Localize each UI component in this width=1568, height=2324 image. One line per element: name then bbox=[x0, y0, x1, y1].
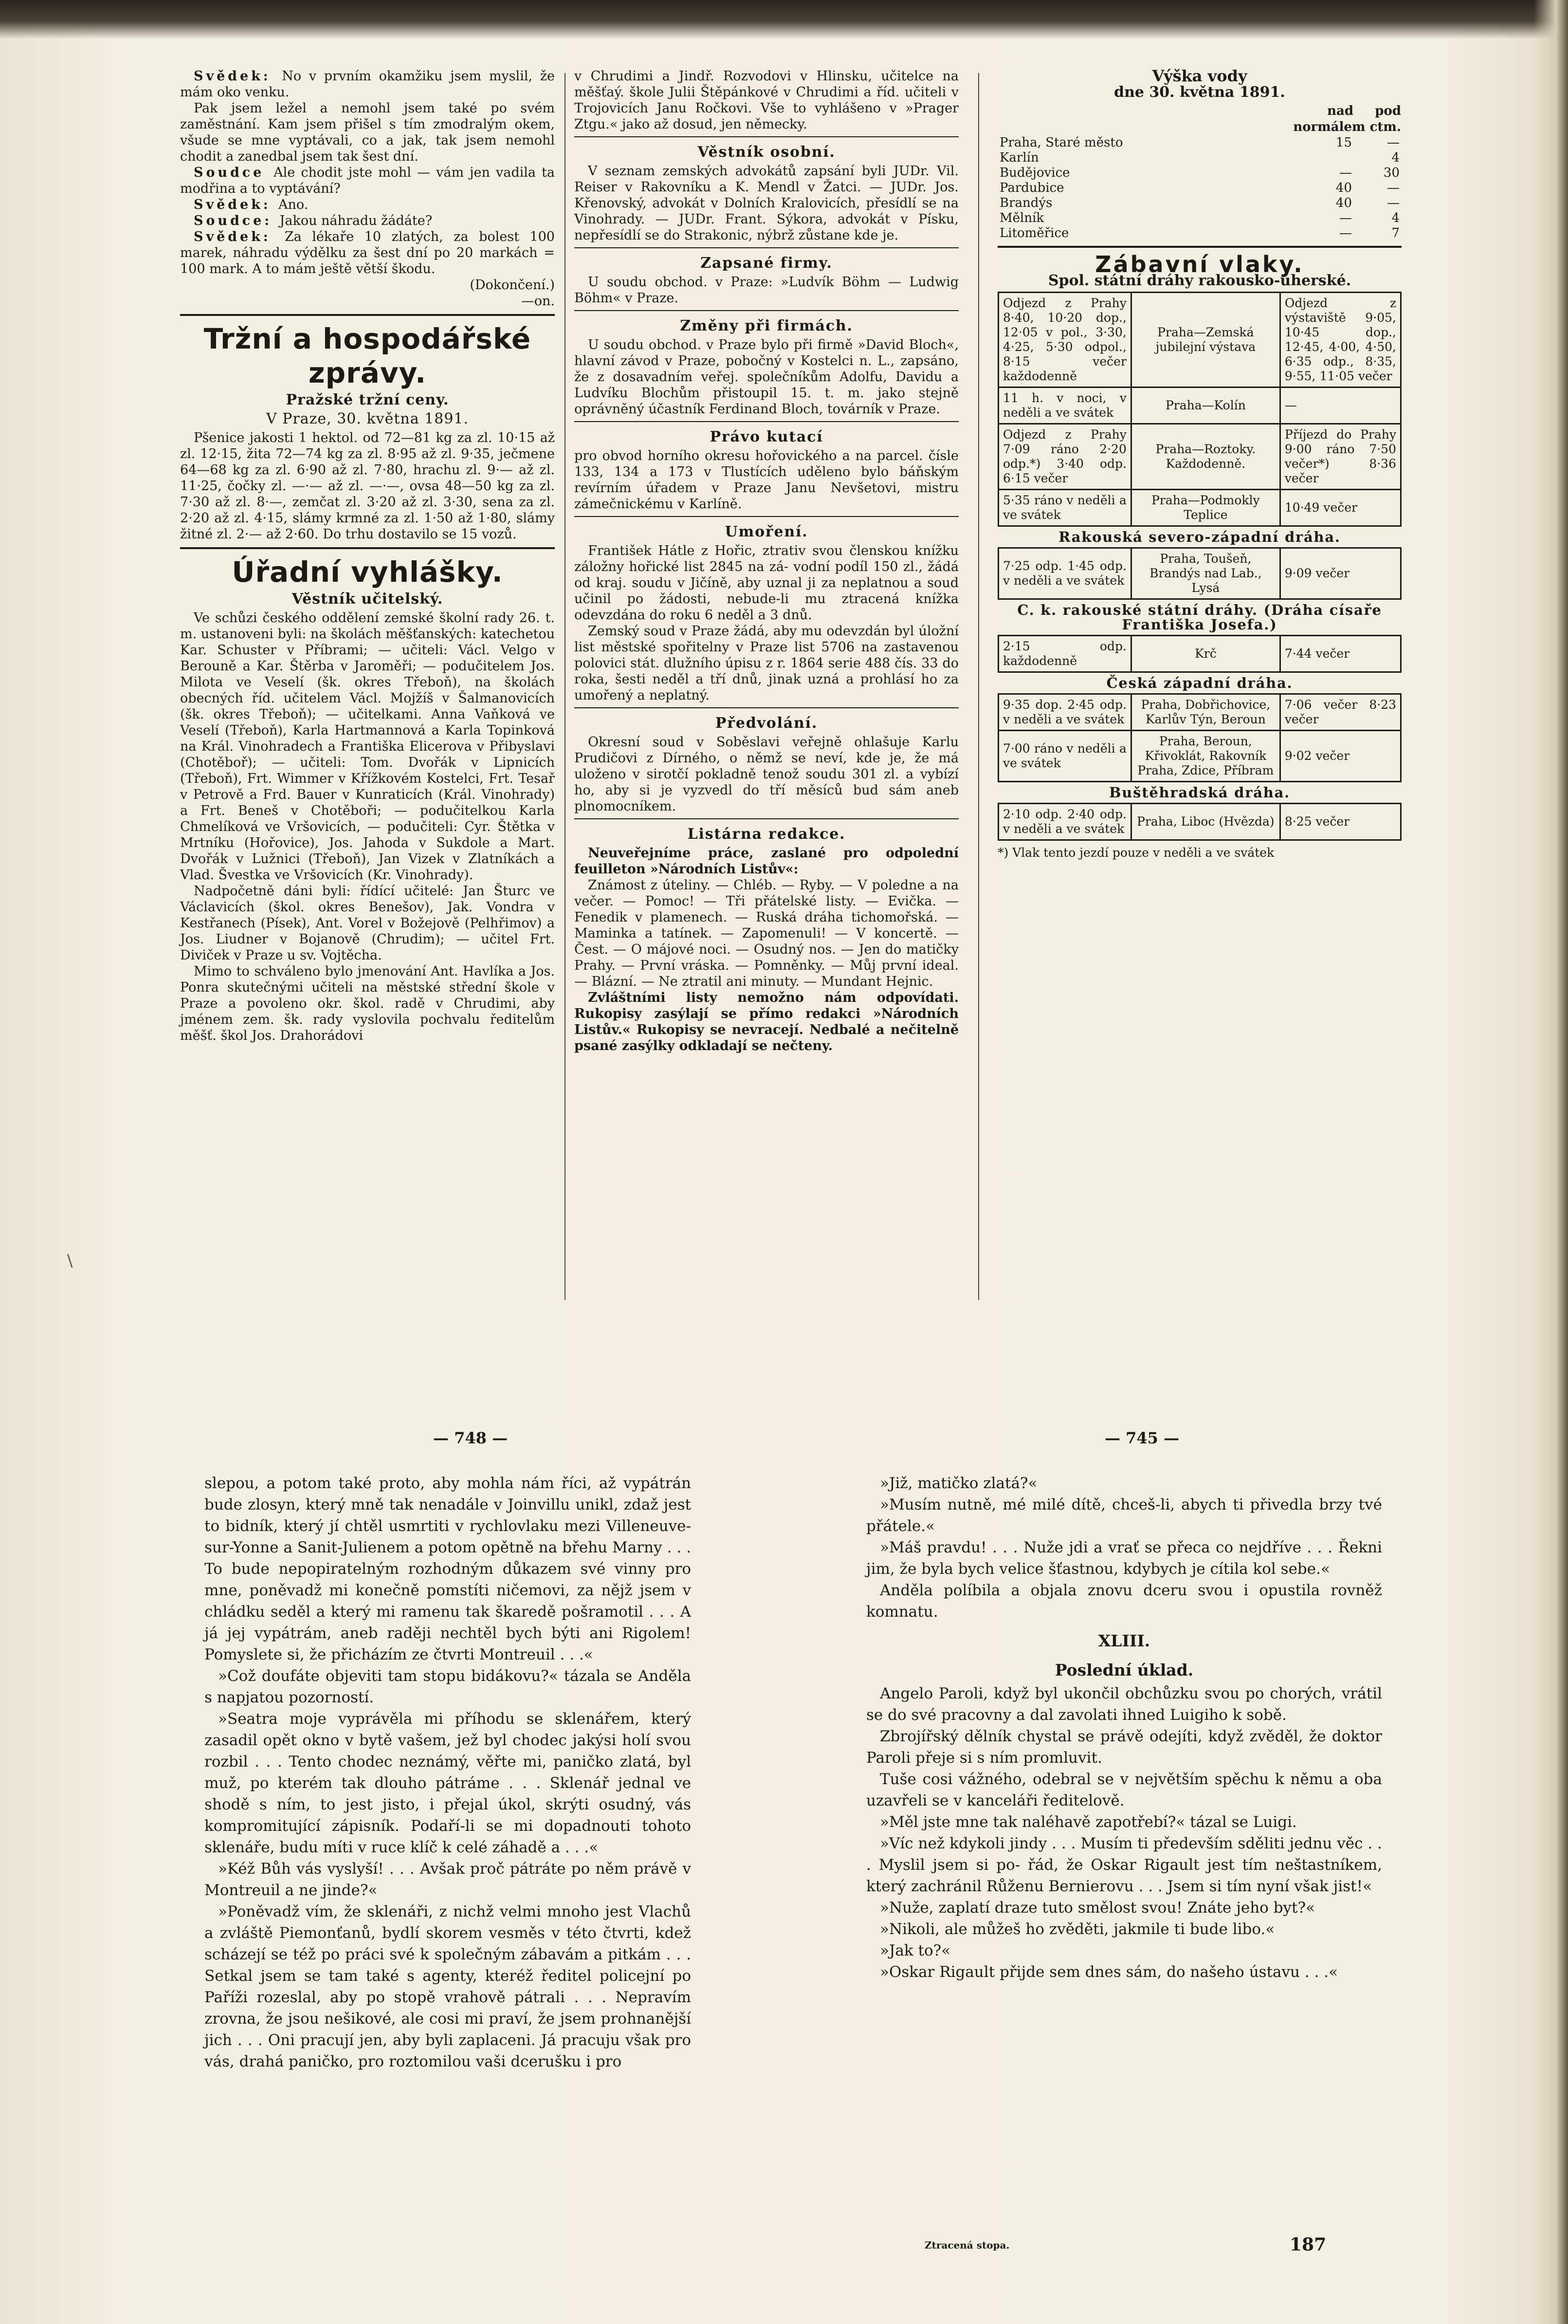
speaker-name: Svědek: bbox=[194, 69, 282, 84]
train-route: Krč bbox=[1131, 636, 1280, 672]
water-above: — bbox=[1339, 211, 1352, 225]
dialogue-line: Soudce: Jakou náhradu žádáte? bbox=[194, 213, 433, 228]
novel-left-page bbox=[204, 1473, 691, 2072]
railway-name: Spol. státní dráhy rakousko-uherské. bbox=[1048, 272, 1351, 289]
railway-heading: Buštěhradská dráha. bbox=[999, 782, 1401, 804]
registered-firms-text: U soudu obchod. v Praze: »Ludvík Böhm — Ludwig Böhm« v Praze. bbox=[574, 275, 959, 306]
water-place: Brandýs bbox=[1000, 196, 1053, 210]
divider bbox=[574, 421, 959, 422]
water-col-above: nad bbox=[1327, 104, 1353, 118]
train-arrival: 7·06 večer 8·23 večer bbox=[1280, 694, 1401, 731]
water-row bbox=[998, 166, 1402, 181]
mining-rights-heading: Právo kutací bbox=[710, 428, 823, 445]
novel-paragraph: »Víc než kdykoli jindy . . . Musím ti především sděliti jednu věc . . . Myslil jsem si po- řád, že Oskar Rigault jest tím neštastníkem, který zachránil Růženu Bernierovu . . . Jsem si tím nyní však jist!« bbox=[866, 1835, 1382, 1895]
water-row bbox=[998, 181, 1402, 196]
train-arrival: 9·02 večer bbox=[1280, 731, 1401, 782]
novel-right-text-1 bbox=[866, 1473, 1382, 1623]
water-place: Budějovice bbox=[1000, 166, 1070, 180]
train-arrival: Odjezd z výstaviště 9·05, 10·45 dop., 12·45, 4·00, 4·50, 6·35 odp., 8·35, 9·55, 11·05 večer bbox=[1280, 293, 1401, 387]
novel-right-text-2 bbox=[866, 1683, 1382, 1983]
railway-heading: C. k. rakouské státní dráhy. (Dráha císaře Františka Josefa.) bbox=[999, 599, 1401, 636]
train-row bbox=[999, 636, 1401, 672]
divider bbox=[180, 547, 555, 549]
water-above: 40 bbox=[1335, 181, 1352, 195]
water-above: — bbox=[1339, 166, 1352, 180]
divider bbox=[574, 516, 959, 517]
train-route: Praha, Beroun, Křivoklát, Rakovník Praha, Zdice, Příbram bbox=[1131, 731, 1280, 782]
water-above: — bbox=[1339, 226, 1352, 240]
speaker-name: Soudce: bbox=[194, 213, 280, 228]
editorial-mailbox-heading: Listárna redakce. bbox=[687, 826, 846, 843]
novel-paragraph: »Musím nutně, mé milé dítě, chceš-li, abych ti přivedla brzy tvé přátele.« bbox=[866, 1496, 1382, 1535]
novel-paragraph: »Měl jste mne tak naléhavě zapotřebí?« tázal se Luigi. bbox=[880, 1813, 1297, 1831]
divider bbox=[180, 314, 555, 316]
divider bbox=[574, 818, 959, 819]
water-place: Karlín bbox=[1000, 150, 1039, 165]
water-level-title: Výška vody bbox=[1152, 67, 1247, 85]
divider bbox=[998, 246, 1402, 248]
water-below: — bbox=[1387, 135, 1400, 150]
train-route: Praha—Roztoky. Každodenně. bbox=[1131, 424, 1280, 490]
train-departure: 2·10 odp. 2·40 odp. v neděli a ve svátek bbox=[999, 804, 1131, 840]
train-departure: 7·25 odp. 1·45 odp. v neděli a ve svátek bbox=[999, 548, 1131, 599]
novel-paragraph: »Což doufáte objeviti tam stopu bidákovu?« tázala se Anděla s napjatou pozorností. bbox=[204, 1667, 691, 1706]
novel-paragraph: »Oskar Rigault přijde sem dnes sám, do našeho ústavu . . .« bbox=[880, 1963, 1338, 1981]
scan-right-edge bbox=[1534, 0, 1568, 2324]
speaker-name: Soudce bbox=[194, 165, 274, 180]
editorial-mailbox-list: Známost z úteliny. — Chléb. — Ryby. — V poledne a na večer. — Pomoc! — Tři přátelské listy. — Evička. — Fenedik v plamenech. — Ruská dráha tichomořská. — Maminka a tatínek. — Zapomenuli! — V koncertě. — Čest. — O májové noci. — Osudný nos. — Jen do matičky Prahy. — První vráska. — Pomněnky. — Můj první ideal. — Blázní. — Ne ztratil ani minuty. — Mundant Hejnic. bbox=[574, 878, 959, 989]
excursion-trains-heading: Zábavní vlaky. bbox=[1095, 251, 1304, 277]
train-route: Praha—Kolín bbox=[1131, 387, 1280, 424]
speaker-name: Svědek: bbox=[194, 197, 279, 212]
train-departure: 5·35 ráno v neděli a ve svátek bbox=[999, 490, 1131, 526]
divider bbox=[574, 310, 959, 311]
dialogue-line: Pak jsem ležel a nemohl jsem také po svém zaměstnání. Kam jsem přišel s tím zmodralým okem, všude se mne vyptávali, co a jak, tak jsem nemohl chodit a zanedbal jsem tak šest dní. bbox=[180, 101, 555, 164]
divider bbox=[574, 707, 959, 708]
water-place: Litoměřice bbox=[1000, 226, 1069, 240]
summons-text: Okresní soud v Soběslavi veřejně ohlašuje Karlu Prudičovi z Dírného, o němž se neví, kde je, že má uloženo v sirotčí pokladně tenož soudu 301 zl. a vybízí ho, aby si je vyzvedl do tří měsíců bud sám aneb plnomocníkem. bbox=[574, 735, 959, 814]
teachers-bulletin-text-3: Mimo to schváleno bylo jmenování Ant. Havlíka a Jos. Ponra skutečnými učiteli na městské střední škole v Praze a povoleno okr. škol. radě v Chrudimi, aby jménem zem. šk. rady vyslovila pochvalu ředitelům měšť. škol Jos. Drahorádovi bbox=[180, 964, 555, 1043]
chapter-number: XLIII. bbox=[1098, 1631, 1150, 1650]
divider bbox=[574, 247, 959, 248]
folio-number: 187 bbox=[1290, 2234, 1327, 2255]
annulment-text-2: Zemský soud v Praze žádá, aby mu odevzdán byl úložní list městské spořitelny v Praze list 5706 na zastavenou polovici stát. dlužního úpisu z r. 1864 serie 488 čís. 33 do roka, šesti neděl a tří dnů, jinak uzná a prohlásí ho za umořený a neplatný. bbox=[574, 624, 959, 703]
editorial-mailbox-note: Zvláštními listy nemožno nám odpovídati. Rukopisy zasýlají se přímo redakci »Národních Listův.« Rukopisy se nevracejí. Nedbalé a nečitelně psané zasýlky odkladají se nečteny. bbox=[574, 990, 959, 1053]
continuation-note: (Dokončení.) bbox=[470, 277, 555, 293]
train-row bbox=[999, 490, 1401, 526]
scan-mark: \ bbox=[67, 1251, 73, 1271]
train-row bbox=[999, 387, 1401, 424]
novel-paragraph: »Jak to?« bbox=[880, 1942, 951, 1959]
novel-paragraph: Angelo Paroli, když byl ukončil obchůzku svou po chorých, vrátil se do své pracovny a dal zavolati ihned Luigiho k sobě. bbox=[866, 1685, 1382, 1724]
railway-row bbox=[999, 599, 1401, 636]
annulment-text-1: František Hátle z Hořic, ztrativ svou členskou knížku záložny hořické list 2845 na zá- vodní podíl 150 zl., žádá od kraj. soudu v Jičíně, aby uznal ji za neplatnou a soud učinil po žádosti, nebude-li mu ztracená knížka odevzdána do roku 6 neděl a 3 dnů. bbox=[574, 543, 959, 623]
dialogue-line: Svědek: Ano. bbox=[194, 197, 309, 212]
column-3 bbox=[998, 68, 1402, 861]
railway-row bbox=[999, 782, 1401, 804]
train-departure: 11 h. v noci, v neděli a ve svátek bbox=[999, 387, 1131, 424]
water-col-below: pod bbox=[1375, 104, 1401, 118]
speaker-name: Svědek: bbox=[194, 229, 285, 244]
water-place: Pardubice bbox=[1000, 181, 1064, 195]
scan-top-edge bbox=[0, 0, 1568, 39]
water-above: 40 bbox=[1335, 196, 1352, 210]
water-below: — bbox=[1387, 196, 1400, 210]
train-row bbox=[999, 804, 1401, 840]
railway-heading: Rakouská severo-západní dráha. bbox=[999, 526, 1401, 548]
chapter-title: Poslední úklad. bbox=[1055, 1660, 1194, 1679]
novel-paragraph: »Nuže, zaplatí draze tuto smělost svou! Znáte jeho byt?« bbox=[880, 1899, 1315, 1917]
novel-paragraph: slepou, a potom také proto, aby mohla nám říci, až vypátrán bude zlosyn, který mně tak nenadále v Joinvillu unikl, zdaž jest to bidník, který jí chtěl usmrtiti v rychlovlaku mezi Villeneuve-sur-Yonne a Sanit-Julienem a potom opětně na břehu Marny . . . To bude nepopiratelným rozhodným důkazem své vinny pro mne, poněvadž mi konečně pomstíti ničemovi, za nějž jsem v chládku seděl a který mi ramenu tak škaredě pošramotil . . . A já jej vypátrám, aneb raději nechtěl bych býti ani Rigolem! Pomyslete si, že přicházím ze čtvrti Montreuil . . .« bbox=[204, 1475, 691, 1663]
market-report: Pšenice jakosti 1 hektol. od 72—81 kg za zl. 10·15 až zl. 12·15, žita 72—74 kg za zl. 8·95 až zl. 9·35, ječmene 64—68 kg za zl. 6·90 až zl. 7·80, hrachu zl. 9·— až zl. 11·25, čočky zl. —·— až zl. —·—, ovsa 48—50 kg za zl. 7·30 až zl. 8·—, zemčat zl. 3·20 až zl. 3·30, sena za zl. 2·20 až zl. 4·15, slámy krmné za zl. 1·50 až 1·80, slámy žitné zl. 2·— až 2·60. Do trhu dostavilo se 15 vozů. bbox=[180, 430, 555, 542]
train-arrival: 8·25 večer bbox=[1280, 804, 1401, 840]
train-arrival: 7·44 večer bbox=[1280, 636, 1401, 672]
column-1 bbox=[180, 68, 555, 1044]
train-arrival: — bbox=[1280, 387, 1401, 424]
market-date: V Praze, 30. května 1891. bbox=[266, 410, 469, 427]
novel-paragraph: Tuše cosi vážného, odebral se v největším spěchu k němu a oba uzavřeli se v kanceláři ředitelově. bbox=[866, 1771, 1382, 1809]
train-arrival: 9·09 večer bbox=[1280, 548, 1401, 599]
annulment-heading: Umoření. bbox=[725, 523, 808, 540]
train-departure: 2·15 odp. každodenně bbox=[999, 636, 1131, 672]
train-route: Praha—Zemská jubilejní výstava bbox=[1131, 293, 1280, 387]
water-below: 4 bbox=[1391, 150, 1400, 165]
market-subheading: Pražské tržní ceny. bbox=[286, 391, 449, 408]
teachers-bulletin-text: Ve schůzi českého oddělení zemské školní rady 26. t. m. ustanoveni byli: na školách měšťanských: katechetou Kar. Schuster v Příbrami; — učiteli: Václ. Velgo v Berouně a Kar. Štěrba v Jaroměři; — podučitelem Jos. Milota ve Veselí (šk. okres Třeboň), na školách obecných říd. učitelem Václ. Mojžíš v Šalmanovicích (šk. okres Třeboň); — učitelkami. Anna Vaňková ve Veselí (Třeboň), Karla Hartmannová a Karla Topinková na Král. Vinohradech a Františka Elicerova v Přibyslavi (Chotěboř); — učiteli: Tom. Dvořák v Lipnicích (Třeboň), Frt. Wimmer v Křížkovém Kostelci, Frt. Tesař v Petrově a Frd. Bauer v Kunraticích (Král. Vinohrady) a Frt. Beneš v Chotěboři; — podučitelkou Karla Chmelíková ve Vršovicích, — podučiteli: Cyr. Štětka v Mrtníku (Hořovice), Jos. Jahoda v Sukdole a Mart. Dvořák v Lužnici (Třeboň), Jan Vizek v Zlatníkách a Vlad. Švestka ve Vršovicích (Kr. Vinohrady). bbox=[180, 610, 555, 883]
left-page-number: — 748 — bbox=[433, 1429, 508, 1447]
train-row bbox=[999, 424, 1401, 490]
water-level-date: dne 30. května 1891. bbox=[1114, 84, 1285, 101]
train-row bbox=[999, 293, 1401, 387]
column-2 bbox=[574, 68, 959, 1054]
train-arrival: Příjezd do Prahy 9·00 ráno 7·50 večer*) 8·36 večer bbox=[1280, 424, 1401, 490]
water-below: 7 bbox=[1391, 226, 1400, 240]
registered-firms-heading: Zapsané firmy. bbox=[700, 255, 833, 272]
train-route: Praha, Dobřichovice, Karlův Týn, Beroun bbox=[1131, 694, 1280, 731]
train-departure: Odjezd z Prahy 7·09 ráno 2·20 odp.*) 3·40 odp. 6·15 večer bbox=[999, 424, 1131, 490]
water-level-table bbox=[998, 103, 1402, 241]
novel-paragraph: »Máš pravdu! . . . Nuže jdi a vrať se přeca co nejdříve . . . Řekni jim, že byla bych velice šťastnou, kdybych je cítila kol sebe.« bbox=[866, 1539, 1382, 1578]
mining-rights-text: pro obvod horního okresu hořovického a na parcel. čísle 133, 134 a 173 v Tlustících uděleno bylo báňským revírním úřadem v Praze Janu Nevšetovi, mistru zámečnickému v Karlíně. bbox=[574, 448, 959, 512]
train-row bbox=[999, 731, 1401, 782]
editorial-mailbox-intro: Neuveřejníme práce, zaslané pro odpolední feuilleton »Národních Listův«: bbox=[574, 846, 959, 877]
dialogue-line: Svědek: Za lékaře 10 zlatých, za bolest 100 marek, náhradu výdělku za šest dní po 20 markách = 100 mark. A to mám ještě větší škodu. bbox=[180, 229, 555, 277]
railway-row bbox=[999, 526, 1401, 548]
right-page-number: — 745 — bbox=[1105, 1429, 1180, 1447]
water-col-unit: normálem ctm. bbox=[1293, 120, 1401, 134]
train-timetable bbox=[998, 292, 1402, 841]
water-below: 30 bbox=[1383, 166, 1400, 180]
personal-bulletin-text: V seznam zemských advokátů zapsání byli JUDr. Vil. Reiser v Rakovníku a K. Mendl v Žatci. — JUDr. Jos. Křenovský, advokát v Dolních Kralovicích, přesídlí se na Vinohrady. — JUDr. Frant. Sýkora, advokát v Písku, nepřesídlí se do Strakonic, nýbrž zůstane kde je. bbox=[574, 164, 959, 243]
train-route: Praha, Toušeň, Brandýs nad Lab., Lysá bbox=[1131, 548, 1280, 599]
train-arrival: 10·49 večer bbox=[1280, 490, 1401, 526]
novel-paragraph: Zbrojířský dělník chystal se právě odejíti, když zvěděl, že doktor Paroli přeje si s ním promluvit. bbox=[866, 1728, 1382, 1767]
novel-paragraph: »Již, matičko zlatá?« bbox=[880, 1475, 1038, 1492]
novel-right-page bbox=[866, 1473, 1382, 1983]
train-row bbox=[999, 548, 1401, 599]
water-place: Praha, Staré město bbox=[1000, 135, 1123, 150]
train-route: Praha—Podmokly Teplice bbox=[1131, 490, 1280, 526]
court-transcript bbox=[180, 68, 555, 277]
divider bbox=[574, 136, 959, 137]
teachers-bulletin-text-2: Nadpočetně dáni byli: řídící učitelé: Jan Šturc ve Václavicích (škol. okres Benešov), Jak. Vondra v Kestřanech (Písek), Ant. Vorel v Božejově (Pelhřimov) a Jos. Liudner v Bojanově (Chrudim); — učitel Frt. Diviček v Praze u sv. Vojtěcha. bbox=[180, 884, 555, 963]
running-footer: Ztracená stopa. bbox=[925, 2239, 1010, 2251]
notice-continuation: v Chrudimi a Jindř. Rozvodovi v Hlinsku, učitelce na měšťaý. škole Julii Štěpánkové v Chrudimi a říd. učiteli v Trojovicích Janu Ročkovi. Vše to vyhlášeno v »Prager Ztgu.« jako až dosud, jen německy. bbox=[574, 69, 959, 132]
summons-heading: Předvolání. bbox=[715, 715, 818, 732]
water-place: Mělník bbox=[1000, 211, 1044, 225]
market-heading: Tržní a hospodářské zprávy. bbox=[203, 322, 531, 389]
water-above: 15 bbox=[1335, 135, 1352, 150]
personal-bulletin-heading: Věstník osobní. bbox=[697, 144, 836, 161]
novel-paragraph: »Nikoli, ale můžeš ho zvěděti, jakmile ti bude libo.« bbox=[880, 1920, 1275, 1938]
firm-changes-heading: Změny při firmách. bbox=[680, 317, 853, 334]
water-below: 4 bbox=[1391, 211, 1400, 225]
train-departure: Odjezd z Prahy 8·40, 10·20 dop., 12·05 v pol., 3·30, 4·25, 5·30 odpol., 8·15 večer každodenně bbox=[999, 293, 1131, 387]
water-row bbox=[998, 196, 1402, 211]
train-row bbox=[999, 694, 1401, 731]
water-row bbox=[998, 211, 1402, 226]
train-departure: 7·00 ráno v neděli a ve svátek bbox=[999, 731, 1131, 782]
author-signature: —on. bbox=[521, 294, 555, 309]
novel-paragraph: »Poněvadž vím, že sklenáři, z nichž velmi mnoho jest Vlachů a zvláště Piemonťanů, bydlí skorem vesměs v této čtvrti, kdež scházejí se též po práci své k společným zábavám a pitkám . . . Setkal jsem se tam také s agenty, kteréž ředitel policejní po Paříži rozeslal, aby po stopě vrahově pátrali . . . Nepravím zrovna, že jsou nešikové, ale cosi mi praví, že jsem prohnanější jich . . . Oni pracují jen, aby byli zaplaceni. Já pracuju však pro vás, drahá paničko, pro roztomilou vaši dcerušku i pro bbox=[204, 1903, 691, 2070]
notices-heading: Úřadní vyhlášky. bbox=[232, 555, 503, 589]
water-row bbox=[998, 150, 1402, 166]
column-rule bbox=[978, 73, 979, 1300]
train-departure: 9·35 dop. 2·45 odp. v neděli a ve svátek bbox=[999, 694, 1131, 731]
water-above bbox=[1306, 150, 1354, 166]
novel-paragraph: »Seatra moje vyprávěla mi příhodu se sklenářem, který zasadil opět okno v bytě vašem, jež byl chodec jakýsi holí svou rozbil . . . Tento chodec neznámý, věřte mi, paničko zlatá, byl muž, po kterém tak dlouho pátráme . . . Sklenář jednal ve shodě s ním, to jest jisto, i přejal úkol, skrýti osudný, vás kompromitující zápisník. Podaří-li se mi dopadnouti tohoto sklenáře, budu míti v ruce klíč k celé záhadě a . . .« bbox=[204, 1710, 691, 1856]
dialogue-line: Soudce Ale chodit jste mohl — vám jen vadila ta modřina a to vyptávání? bbox=[180, 165, 555, 196]
train-route: Praha, Liboc (Hvězda) bbox=[1131, 804, 1280, 840]
water-row bbox=[998, 135, 1402, 150]
railway-heading: Česká západní dráha. bbox=[999, 672, 1401, 694]
train-footnote: *) Vlak tento jezdí pouze v neděli a ve svátek bbox=[998, 846, 1275, 860]
firm-changes-text: U soudu obchod. v Praze bylo při firmě »David Bloch«, hlavní závod v Praze, pobočný v Kostelci n. L., zapsáno, že z dosavadním veřej. společníkům Adolfu, Davidu a Ludvíku Blochům přistoupil 15. t. m. jako stejně oprávněný účastník Ferdinand Bloch, továrník v Praze. bbox=[574, 337, 959, 417]
water-below: — bbox=[1387, 181, 1400, 195]
railway-row bbox=[999, 672, 1401, 694]
water-row bbox=[998, 226, 1402, 241]
novel-paragraph: Anděla políbila a objala znovu dceru svou i opustila rovněž komnatu. bbox=[866, 1582, 1382, 1621]
dialogue-line: Svědek: No v prvním okamžiku jsem myslil, že mám oko venku. bbox=[180, 69, 555, 100]
novel-paragraph: »Kéž Bůh vás vyslyší! . . . Avšak proč pátráte po něm právě v Montreuil a ne jinde?« bbox=[204, 1860, 691, 1899]
teachers-bulletin-heading: Věstník učitelský. bbox=[292, 590, 443, 608]
